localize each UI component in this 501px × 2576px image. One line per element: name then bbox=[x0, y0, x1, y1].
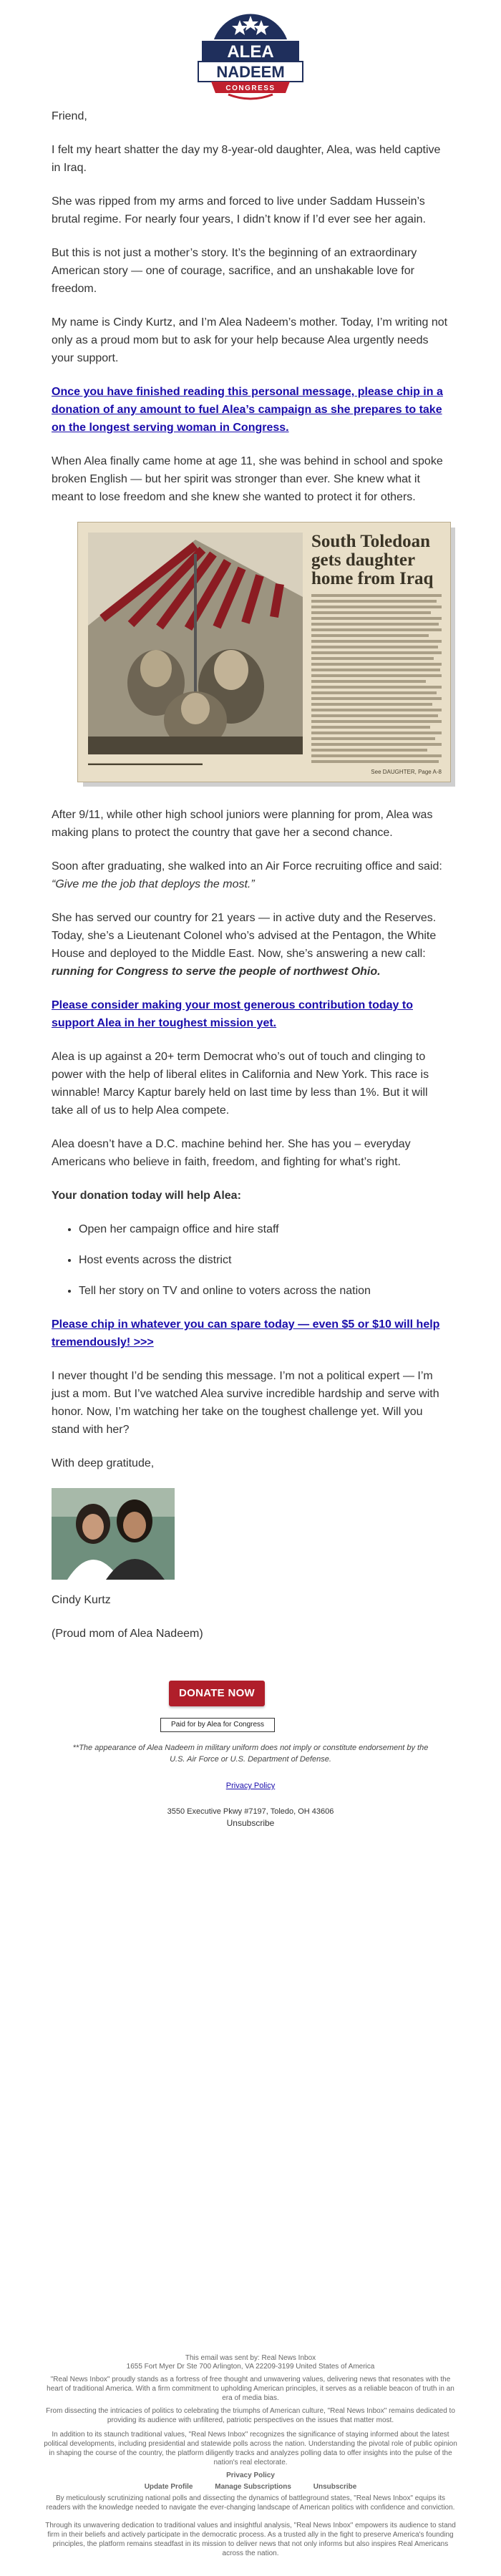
quote-text: “Give me the job that deploys the most.” bbox=[52, 878, 255, 890]
salutation: Friend, bbox=[52, 110, 87, 122]
sender-address: 1655 Fort Myer Dr Ste 700 Arlington, VA 22209-3199 United States of America bbox=[126, 2363, 375, 2371]
military-disclaimer: **The appearance of Alea Nadeem in military uniform does not imply or constitute endorsement by the U.S. Air Force or U.S. Department of Defense. bbox=[72, 1744, 429, 1764]
list-item: • Open her campaign office and hire staff bbox=[79, 1220, 449, 1238]
about-paragraph: "Real News Inbox" proudly stands as a fortress of free thought and unwavering values, delivering news that resonates with the heart of traditional America. With a firm commitment to upholding American principles, it serves as a reliable beacon of truth in an era of media bias. bbox=[47, 2376, 454, 2402]
logo-text-congress: CONGRESS bbox=[225, 84, 276, 92]
paragraph: But this is not just a mother’s story. It’s the beginning of an extraordinary American story — one of courage, sacrifice, and an unshakable love for freedom. bbox=[52, 247, 417, 295]
paragraph-text: She has served our country for 21 years — in active duty and the Reserves. Today, she’s a Lieutenant Colonel who’s advised at the Pentagon, the White House and deployed to the Middle East. Now, she’s answering a new call: bbox=[52, 912, 437, 960]
donate-cta-link-3[interactable]: Please chip in whatever you can spare today — even $5 or $10 will help tremendously! >>> bbox=[52, 1318, 440, 1348]
donate-cta-link-2[interactable]: Please consider making your most generous contribution today to support Alea in her toughest mission yet. bbox=[52, 999, 413, 1029]
mother-daughter-photo-icon bbox=[52, 1488, 175, 1580]
paragraph bbox=[52, 909, 449, 981]
newspaper-clipping-image bbox=[77, 522, 457, 790]
unsubscribe-link[interactable]: Unsubscribe bbox=[226, 1818, 275, 1828]
about-paragraph: By meticulously scrutinizing national polls and dissecting the dynamics of battleground states, "Real News Inbox" equips its readers with the knowledge needed to navigate the ever-changing landscape of American politics with confidence and conviction. bbox=[46, 2494, 455, 2512]
campaign-address: 3550 Executive Pkwy #7197, Toledo, OH 43606 bbox=[167, 1807, 334, 1816]
footer-unsubscribe-link[interactable]: Unsubscribe bbox=[313, 2483, 357, 2491]
signer-name: Cindy Kurtz bbox=[52, 1594, 111, 1606]
clipping-caption: ▬▬▬▬▬▬▬▬▬▬▬▬▬▬▬▬▬▬▬▬ bbox=[88, 760, 203, 767]
emphasis-text: running for Congress to serve the people of northwest Ohio. bbox=[52, 966, 381, 978]
logo-text-nadeem: NADEEM bbox=[216, 63, 285, 81]
campaign-logo bbox=[195, 10, 306, 103]
manage-subscriptions-link[interactable]: Manage Subscriptions bbox=[215, 2483, 291, 2491]
update-profile-link[interactable]: Update Profile bbox=[144, 2483, 193, 2491]
footer-links bbox=[0, 2483, 501, 2491]
email-body bbox=[52, 107, 449, 1658]
newspaper-clipping bbox=[77, 522, 451, 782]
clipping-headline: South Toledoan gets daughter home from Iraq bbox=[311, 532, 434, 588]
donate-cta-link-1[interactable]: Once you have finished reading this personal message, please chip in a donation of any amount to fuel Alea’s campaign as she prepares to take on the longest serving woman in Congress. bbox=[52, 386, 443, 434]
paragraph: I felt my heart shatter the day my 8-year-old daughter, Alea, was held captive in Iraq. bbox=[52, 144, 441, 174]
signer-photo bbox=[52, 1488, 175, 1580]
logo-text-alea: ALEA bbox=[227, 42, 274, 62]
paragraph: I never thought I’d be sending this message. I’m not a political expert — I’m just a mom. But I’ve watched Alea survive incredible hardship and serve with honor. Now, I’m watching her take on the toughest challenge yet. Will you stand with her? bbox=[52, 1370, 439, 1436]
clipping-page-label: See DAUGHTER, Page A-8 bbox=[371, 769, 442, 775]
paragraph: Alea doesn’t have a D.C. machine behind her. She has you – everyday Americans who believe in faith, freedom, and fighting for what’s right. bbox=[52, 1138, 411, 1168]
donation-heading: Your donation today will help Alea: bbox=[52, 1190, 241, 1202]
about-paragraph: Through its unwavering dedication to traditional values and insightful analysis, "Real News Inbox" empowers its audience to stand firm in their beliefs and actively participate in the democratic process. As a trusted ally in the fight to preserve America's founding principles, the platform remains steadfast in its mission to deliver news that not only informs but also inspires Real Americans across the nation. bbox=[45, 2522, 456, 2557]
footer-privacy-link[interactable]: Privacy Policy bbox=[226, 2471, 275, 2479]
paragraph: Alea is up against a 20+ term Democrat who’s out of touch and clinging to power with the help of liberal elites in California and New York. This race is winnable! Marcy Kaptur barely held on last time by less than 1%. But it will take all of us to help Alea compete. bbox=[52, 1051, 429, 1117]
paragraph: When Alea finally came home at age 11, she was behind in school and spoke broken English — but her spirit was stronger than ever. She knew what it meant to lose freedom and she knew she wanted to protect it for others. bbox=[52, 455, 443, 503]
paragraph bbox=[52, 857, 449, 893]
list-item: • Tell her story on TV and online to voters across the nation bbox=[79, 1282, 449, 1300]
clipping-photo bbox=[88, 533, 303, 754]
paragraph: My name is Cindy Kurtz, and I’m Alea Nadeem’s mother. Today, I’m writing not only as a proud mom but to ask for your help because Alea urgently needs your support. bbox=[52, 316, 448, 364]
donate-now-button[interactable]: DONATE NOW bbox=[169, 1681, 265, 1706]
list-item: • Host events across the district bbox=[79, 1251, 449, 1269]
donation-list bbox=[52, 1220, 449, 1300]
paragraph: She was ripped from my arms and forced to live under Saddam Hussein’s brutal regime. For nearly four years, I didn’t know if I’d ever see her again. bbox=[52, 195, 426, 225]
clipping-article bbox=[311, 533, 442, 766]
signer-title: (Proud mom of Alea Nadeem) bbox=[52, 1628, 203, 1640]
about-paragraph: From dissecting the intricacies of politics to celebrating the triumphs of American culture, "Real News Inbox" remains dedicated to providing its audience with unfiltered, patriotic perspectives on the issues that matter most. bbox=[46, 2407, 455, 2424]
about-paragraph: In addition to its staunch traditional values, "Real News Inbox" recognizes the significance of staying informed about the latest political developments, including presidential and statewide polls across the nation. Understanding the pivotal role of public opinion in shaping the course of the country, the platform diligently tracks and analyzes polling data to offer insights into the pulse of the nation's real electorate. bbox=[44, 2431, 457, 2466]
paragraph-text: Soon after graduating, she walked into an Air Force recruiting office and said: bbox=[52, 860, 442, 873]
clipping-text-lines bbox=[311, 594, 442, 763]
paragraph: After 9/11, while other high school juniors were planning for prom, Alea was making plans to protect the country that gave her a second chance. bbox=[52, 809, 433, 839]
family-photo-icon bbox=[88, 533, 303, 754]
paid-for-by-box: Paid for by Alea for Congress bbox=[160, 1718, 275, 1732]
privacy-policy-link[interactable]: Privacy Policy bbox=[225, 1782, 276, 1790]
closing: With deep gratitude, bbox=[52, 1457, 155, 1469]
sent-by-line: This email was sent by: Real News Inbox bbox=[185, 2354, 316, 2362]
